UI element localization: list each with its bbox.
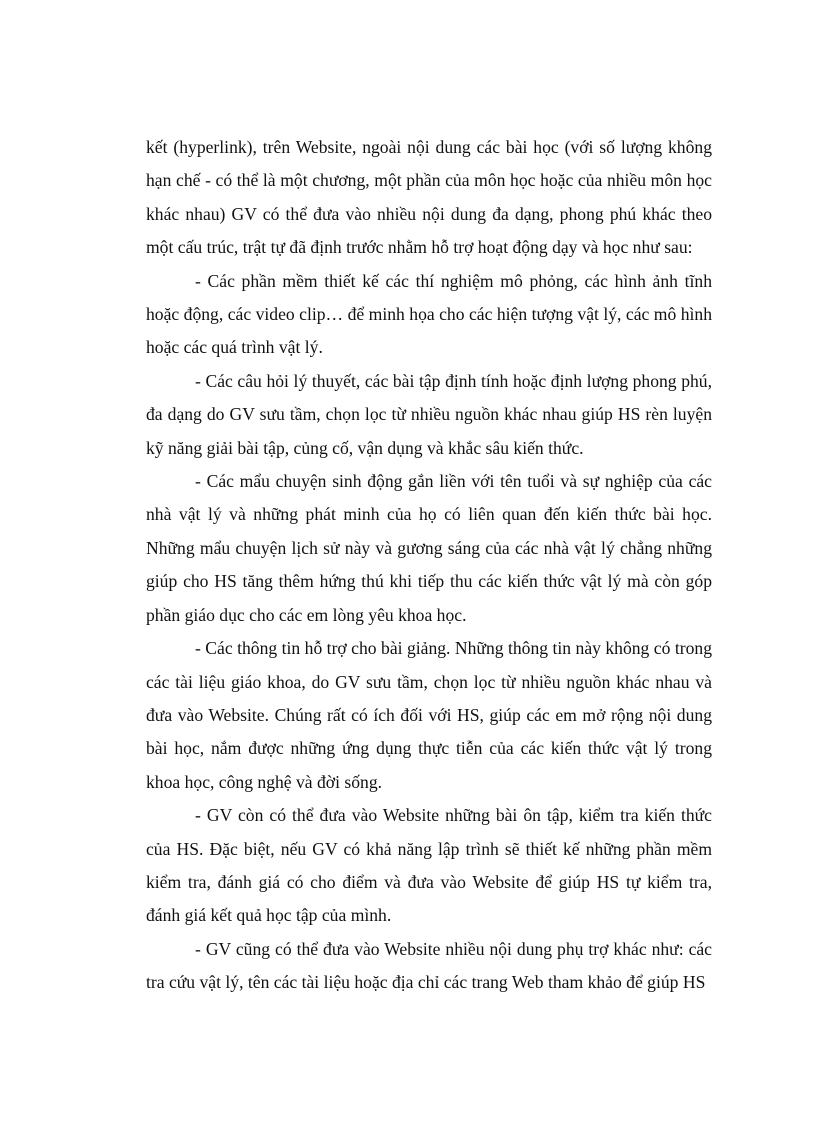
paragraph-lecture-support-info: - Các thông tin hỗ trợ cho bài giảng. Những thông tin này không có trong các tài liệu giáo khoa, do GV sưu tầm, chọn lọc từ nhiều nguồn khác nhau và đưa vào Website. Chúng rất có ích đối với HS, giúp các em mở rộng nội dung bài học, nắm được những ứng dụng thực tiễn của các kiến thức vật lý trong khoa học, công nghệ và đời sống. — [146, 638, 712, 792]
paragraph-auxiliary-content: - GV cũng có thể đưa vào Website nhiều nội dung phụ trợ khác như: các tra cứu vật lý, tên các tài liệu hoặc địa chỉ các trang Web tham khảo để giúp HS — [146, 938, 712, 993]
paragraph-intro-continuation: kết (hyperlink), trên Website, ngoài nội dung các bài học (với số lượng không hạn chế - có thể là một chương, một phần của môn học hoặc của nhiều môn học khác nhau) GV có thể đưa vào nhiều nội dung đa dạng, phong phú khác theo một cấu trúc, trật tự đã định trước nhằm hỗ trợ hoạt động dạy và học như sau: — [146, 137, 712, 258]
paragraph-theory-questions: - Các câu hỏi lý thuyết, các bài tập định tính hoặc định lượng phong phú, đa dạng do GV sưu tầm, chọn lọc từ nhiều nguồn khác nhau giúp HS rèn luyện kỹ năng giải bài tập, củng cố, vận dụng và khắc sâu kiến thức. — [146, 370, 712, 458]
document-body — [146, 131, 712, 1000]
paragraph-physicist-stories: - Các mẩu chuyện sinh động gắn liền với tên tuổi và sự nghiệp của các nhà vật lý và những phát minh của họ có liên quan đến kiến thức bài học. Những mẩu chuyện lịch sử này và gương sáng của các nhà vật lý chẳng những giúp cho HS tăng thêm hứng thú khi tiếp thu các kiến thức vật lý mà còn góp phần giáo dục cho các em lòng yêu khoa học. — [146, 471, 712, 625]
paragraph-simulation-software: - Các phần mềm thiết kế các thí nghiệm mô phỏng, các hình ảnh tĩnh hoặc động, các video clip… để minh họa cho các hiện tượng vật lý, các mô hình hoặc các quá trình vật lý. — [146, 270, 712, 358]
paragraph-review-tests: - GV còn có thể đưa vào Website những bài ôn tập, kiểm tra kiến thức của HS. Đặc biệt, nếu GV có khả năng lập trình sẽ thiết kế những phần mềm kiểm tra, đánh giá có cho điểm và đưa vào Website để giúp HS tự kiểm tra, đánh giá kết quả học tập của mình. — [146, 805, 712, 926]
